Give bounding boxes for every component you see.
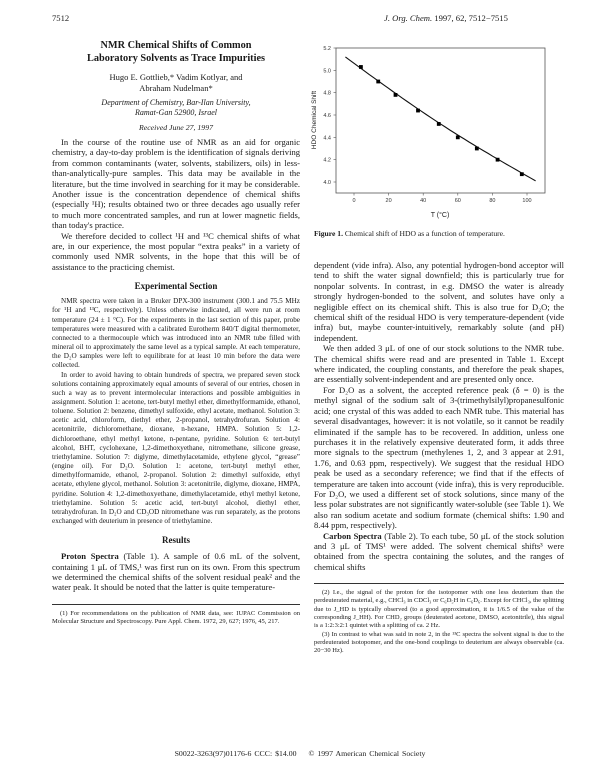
affiliation: Department of Chemistry, Bar-Ilan University, Ramat-Gan 52900, Israel	[101, 98, 251, 117]
footnote-2: (2) I.e., the signal of the proton for the isotopomer with one less deuterium than the perdeuterated material, e.g., CHCl₃ in CDCl₃ or C₆D₅H in C₆D₆. Except for CHCl₃, the splitting due to J_HD is typically observed (to a good approximation, it is 1/6.5 of the value of the corresponding J_HH). For CHD₂ groups (deuterated acetone, DMSO, acetonitrile), this signal is a 1:2:3:2:1 quintet with a splitting of ca. 2 Hz.	[314, 589, 564, 630]
experimental-paragraph-2: In order to avoid having to obtain hundreds of spectra, we prepared seven stock solutions containing approximately equal amounts of several of our entries, chosen in such a way as to prevent intermolecular interactions and possible ambiguities in assignment. Solution 1: acetone, tert-butyl methyl ether, dimethylformamide, ethanol, toluene. Solution 2: benzene, dimethyl sulfoxide, ethyl acetate, methanol. Solution 3: acetic acid, chloroform, diethyl ether, 2-propanol, tetrahydrofuran. Solution 4: acetonitrile, dichloromethane, dioxane, n-hexane, HMPA. Solution 5: 1,2-dichloroethane, ethyl methyl ketone, n-pentane, pyridine. Solution 6: tert-butyl alcohol, BHT, cyclohexane, 1,2-dimethoxyethane, nitromethane, silicone grease, triethylamine. Solution 7: diglyme, dimethylacetamide, ethylene glycol, “grease” (engine oil). For D₂O. Solution 1: acetone, tert-butyl methyl ether, dimethylformamide, ethanol, 2-propanol. Solution 2: dimethyl sulfoxide, ethyl acetate, ethylene glycol, methanol. Solution 3: acetonitrile, diglyme, dioxane, HMPA, pyridine. Solution 4: 1,2-dimethoxyethane, dimethylacetamide, ethyl methyl ketone, triethylamine. Solution 5: acetic acid, tert-butyl alcohol, diethyl ether, tetrahydrofuran. In D₂O and CD₃OD nitromethane was run separately, as the protons exchanged with deuterium in presence of triethylamine.	[52, 370, 300, 526]
svg-text:5.2: 5.2	[323, 46, 331, 52]
svg-text:4.8: 4.8	[323, 90, 331, 97]
svg-text:0: 0	[352, 198, 356, 204]
axis-ticks	[323, 46, 531, 204]
data-point-marker	[475, 147, 479, 151]
right-paragraph-2: We then added 3 μL of one of our stock solutions to the NMR tube. The chemical shifts were read and are presented in Table 1. Except where indicated, the coupling constants, and therefore the peak shapes, are essentially solvent-independent and are presented only once.	[314, 343, 564, 385]
svg-text:4.4: 4.4	[323, 135, 331, 142]
page-number: 7512	[52, 13, 70, 23]
article-code: S0022-3263(97)01176-6 CCC: $14.00	[174, 749, 297, 758]
svg-text:100: 100	[522, 198, 532, 204]
fit-line	[345, 57, 535, 181]
x-axis-label: T (°C)	[430, 212, 450, 219]
intro-paragraph-1: In the course of the routine use of NMR as an aid for organic chemistry, a day-to-day problem is the identification of signals deriving from common contaminants (water, solvents, stabilizers, oils) in less-than-analytically-pure samples. This data may be available in the literature, but the time involved in searching for it may be considerable. Another issue is the concentration dependence of chemical shifts (especially ¹H); results obtained two or three decades ago usually refer to much more concentrated samples, and run at lower magnetic fields, than today's practice.	[52, 137, 300, 231]
data-point-marker	[520, 172, 524, 176]
svg-text:60: 60	[454, 198, 461, 204]
data-point-marker	[496, 158, 500, 162]
left-column	[52, 40, 300, 626]
svg-text:20: 20	[385, 198, 392, 204]
footnote-divider	[52, 604, 300, 605]
svg-text:80: 80	[489, 198, 496, 204]
right-column	[314, 260, 564, 656]
results-paragraph: Proton Spectra (Table 1). A sample of 0.6 mL of the solvent, containing 1 μL of TMS,¹ was first run on its own. From this spectrum we determined the chemical shifts of the solvent residual peak² and the water peak. It should be noted that the latter is quite temperature-	[52, 551, 300, 593]
journal-citation	[384, 13, 508, 23]
figure-caption	[314, 229, 564, 239]
svg-text:4.2: 4.2	[323, 157, 331, 164]
experimental-paragraph-1: NMR spectra were taken in a Bruker DPX-300 instrument (300.1 and 75.5 MHz for ¹H and ¹³C, respectively). Unless otherwise indicated, all were run at room temperature (24 ± 1 °C). For the experiments in the last section of this paper, probe temperatures were measured with a calibrated Eurotherm 840/T digital thermometer, connected to a thermocouple which was introduced into an NMR tube filled with mineral oil to approximately the same level as a typical sample. At each temperature, the D₂O samples were left to equilibrate for at least 10 min before the data were collected.	[52, 297, 300, 370]
proton-spectra-runin: Proton Spectra	[61, 551, 119, 562]
page-footer	[0, 749, 600, 758]
data-point-marker	[437, 122, 441, 126]
experimental-section-heading: Experimental Section	[134, 281, 218, 292]
carbon-spectra-runin: Carbon Spectra	[323, 530, 382, 541]
svg-text:4.0: 4.0	[323, 180, 331, 186]
data-point-marker	[456, 135, 460, 139]
data-point-marker	[359, 65, 363, 69]
data-point-marker	[416, 109, 420, 113]
svg-text:40: 40	[420, 198, 427, 204]
copyright: © 1997 American Chemical Society	[308, 749, 426, 758]
carbon-spectra-paragraph: Carbon Spectra (Table 2). To each tube, 50 μL of the stock solution and 3 μL of TMS¹ were added. The solvent chemical shifts³ were obtained from the spectra containing the solutes, and the ranges of chemical shifts	[314, 530, 564, 572]
right-paragraph-3: For D₂O as a solvent, the accepted reference peak (δ = 0) is the methyl signal of the sodium salt of 3-(trimethylsilyl)propanesulfonic acid; one crystal of this was added to each NMR tube. This material has several disadvantages, however: it is not volatile, so it cannot be readily eliminated if the sample has to be recovered. In addition, unless one purchases it in the relatively expensive deuterated form, it adds three more signals to the spectrum (methylenes 1, 2, and 3 appear at 2.91, 1.76, and 0.63 ppm, respectively). We suggest that the residual HDO peak be used as a secondary reference; we find that if the effects of temperature are taken into account (vide infra), this is very reproducible. For D₂O, we used a different set of stock solutions, since many of the less polar substrates are not significantly water-soluble (see Table 1). We also ran sodium acetate and sodium formate (chemical shifts: 1.90 and 8.44 ppm, respectively).	[314, 384, 564, 531]
authors: Hugo E. Gottlieb,* Vadim Kotlyar, and Abraham Nudelman*	[109, 72, 243, 93]
data-point-marker	[394, 93, 398, 97]
data-series	[345, 57, 535, 181]
figure-1-chart	[300, 40, 560, 220]
right-paragraph-continued: dependent (vide infra). Also, any potential hydrogen-bond acceptor will tend to shift the water signal downfield; this is particularly true for nonpolar solvents. In contrast, in e.g. DMSO the water is already strongly hydrogen-bonded to the solvent, and solutes have only a negligible effect on its chemical shift. This is also true for D₂O; the chemical shift of the residual HDO is very temperature-dependent (vide infra) but, maybe counter-intuitively, remarkably solute (and pH) independent.	[314, 260, 564, 343]
figure-label: Figure 1.	[314, 229, 343, 238]
plot-frame	[336, 48, 545, 193]
intro-paragraph-2: We therefore decided to collect ¹H and ¹³C chemical shifts of what are, in our experience, the most popular “extra peaks” in a variety of commonly used NMR solvents, in the hope that this will be of assistance to the practicing chemist.	[52, 230, 300, 272]
citation-volume-pages: 1997, 62, 7512−7515	[432, 13, 508, 23]
footnote-divider-right	[314, 583, 564, 584]
footnote-3: (3) In contrast to what was said in note 2, in the ¹³C spectra the solvent signal is due to the perdeuterated isotopomer, and the one-bond couplings to deuterium are always observable (ca. 20−30 Hz).	[314, 630, 564, 655]
svg-text:5.0: 5.0	[323, 68, 331, 75]
journal-name: J. Org. Chem.	[384, 13, 433, 23]
received-date: Received June 27, 1997	[138, 123, 214, 132]
footnote-1: (1) For recommendations on the publication of NMR data, see: IUPAC Commission on Molecular Structure and Spectroscopy. Pure Appl. Chem. 1972, 29, 627; 1976, 45, 217.	[52, 609, 300, 626]
svg-text:4.6: 4.6	[323, 113, 331, 119]
figure-caption-text: Chemical shift of HDO as a function of temperature.	[342, 229, 505, 238]
results-heading: Results	[161, 535, 190, 546]
article-title: NMR Chemical Shifts of Common Laboratory Solvents as Trace Impurities	[86, 40, 266, 64]
y-axis-label: HDO Chemical Shift	[311, 90, 318, 150]
data-point-marker	[376, 80, 380, 84]
hdo-temperature-plot	[300, 40, 560, 220]
